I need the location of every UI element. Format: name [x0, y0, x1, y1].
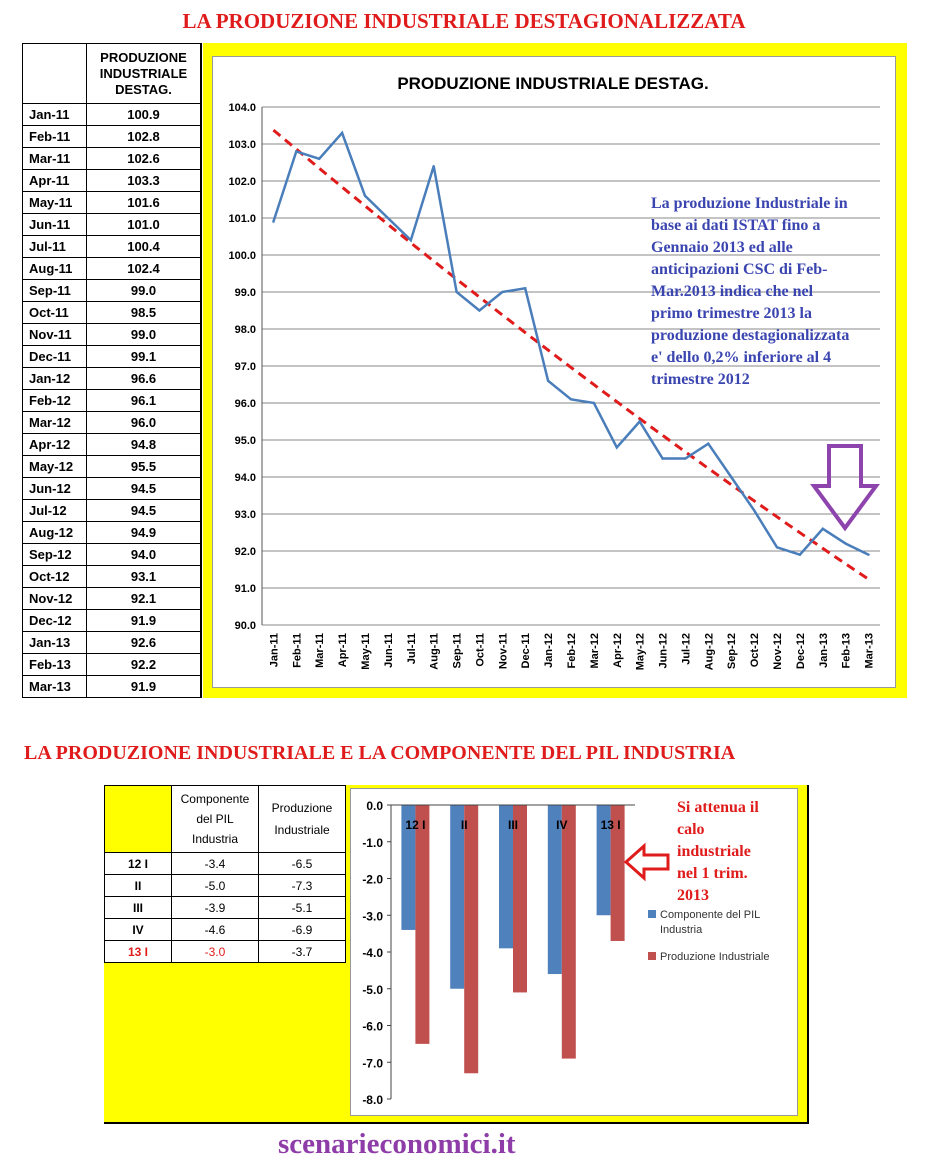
y-tick-label: 95.0: [234, 435, 256, 447]
y-tick-label: 99.0: [234, 287, 256, 299]
annotation-line: base ai dati ISTAT fino a: [651, 217, 821, 234]
table-header-line: DESTAG.: [115, 81, 172, 97]
annotation-line: anticipazioni CSC di Feb-: [651, 261, 828, 278]
value-cell: 102.4: [87, 258, 201, 280]
value-cell: 100.9: [87, 104, 201, 126]
header-line: Industria: [191, 832, 239, 846]
value-cell: 91.9: [87, 676, 201, 698]
value-cell: -5.1: [259, 897, 346, 919]
period-cell: III: [105, 897, 172, 919]
value-cell: 94.5: [87, 500, 201, 522]
page-title-bottom: LA PRODUZIONE INDUSTRIALE E LA COMPONENTE DEL PIL INDUSTRIA: [24, 742, 736, 764]
y-tick-label: -7.0: [362, 1056, 383, 1071]
value-cell: 99.1: [87, 346, 201, 368]
header-line: del PIL: [196, 812, 234, 826]
x-tick-label: Mar-12: [588, 633, 601, 669]
month-cell: Feb-13: [23, 654, 87, 676]
y-tick-label: 102.0: [228, 176, 256, 188]
value-cell: 93.1: [87, 566, 201, 588]
period-cell: 12 I: [105, 853, 172, 875]
x-tick-label: Mar-13: [863, 633, 876, 669]
footer-site-name: scenarieconomici.it: [278, 1128, 516, 1160]
value-cell: 99.0: [87, 324, 201, 346]
month-cell: Nov-11: [23, 324, 87, 346]
annotation-line: Mar.2013 indica che nel: [651, 283, 814, 300]
value-cell: 95.5: [87, 456, 201, 478]
month-cell: Oct-12: [23, 566, 87, 588]
month-cell: Jun-11: [23, 214, 87, 236]
x-tick-label: Dec-11: [520, 633, 533, 669]
value-cell: 92.2: [87, 654, 201, 676]
month-cell: Mar-12: [23, 412, 87, 434]
period-cell: 13 I: [105, 941, 172, 963]
month-cell: Oct-11: [23, 302, 87, 324]
x-tick-label: Oct-12: [749, 633, 762, 668]
value-cell: -3.4: [172, 853, 259, 875]
y-tick-label: 98.0: [234, 324, 256, 336]
month-cell: Dec-11: [23, 346, 87, 368]
month-cell: Jan-11: [23, 104, 87, 126]
annotation-line: industriale: [677, 843, 751, 860]
y-tick-label: 96.0: [234, 398, 256, 410]
x-tick-label: Jan-12: [543, 633, 556, 668]
y-tick-label: 101.0: [228, 213, 256, 225]
value-cell: 102.6: [87, 148, 201, 170]
value-cell: 102.8: [87, 126, 201, 148]
month-cell: Mar-11: [23, 148, 87, 170]
x-tick-label: Jul-11: [405, 633, 418, 665]
legend-label: Produzione Industriale: [660, 951, 770, 963]
x-tick-label: Jul-12: [680, 633, 693, 665]
legend-swatch: [648, 910, 656, 918]
y-tick-label: -1.0: [362, 835, 383, 850]
x-tick-label: 13 I: [600, 818, 621, 832]
x-tick-label: Aug-11: [428, 633, 441, 670]
y-tick-label: -4.0: [362, 946, 383, 960]
annotation-line: La produzione Industriale in: [651, 195, 848, 212]
value-cell: 94.0: [87, 544, 201, 566]
x-tick-label: Nov-11: [497, 633, 510, 670]
bar-production: [513, 805, 527, 992]
annotation-line: produzione destagionalizzata: [651, 327, 850, 344]
legend-label: Industria: [660, 924, 703, 936]
x-tick-label: 12 I: [405, 818, 426, 832]
header-line: Produzione: [271, 801, 333, 815]
month-cell: Nov-12: [23, 588, 87, 610]
value-cell: -4.6: [172, 919, 259, 941]
y-tick-label: 104.0: [228, 102, 256, 114]
x-tick-label: III: [507, 818, 519, 832]
value-cell: -7.3: [259, 875, 346, 897]
value-cell: 92.6: [87, 632, 201, 654]
bar-chart-annotation: [677, 797, 759, 907]
value-cell: 94.5: [87, 478, 201, 500]
x-tick-label: Jan-11: [268, 633, 281, 668]
y-tick-label: 100.0: [228, 250, 256, 262]
period-cell: IV: [105, 919, 172, 941]
y-tick-label: 91.0: [234, 583, 256, 595]
x-tick-label: Apr-12: [611, 633, 624, 668]
month-cell: Jul-11: [23, 236, 87, 258]
value-cell: -3.0: [172, 941, 259, 963]
bar-production: [562, 805, 576, 1059]
annotation-line: Gennaio 2013 ed alle: [651, 239, 793, 256]
y-tick-label: 92.0: [234, 546, 256, 558]
x-tick-label: Feb-13: [840, 633, 853, 669]
annotation-line: primo trimestre 2013 la: [651, 305, 812, 322]
value-cell: 94.9: [87, 522, 201, 544]
legend-swatch: [648, 952, 656, 960]
value-cell: -3.9: [172, 897, 259, 919]
x-tick-label: Oct-11: [474, 633, 487, 667]
month-cell: Feb-12: [23, 390, 87, 412]
x-tick-label: Aug-12: [703, 633, 716, 671]
legend-label: Componente del PIL: [660, 909, 761, 921]
month-cell: Sep-12: [23, 544, 87, 566]
annotation-line: trimestre 2012: [651, 371, 750, 388]
month-cell: Jun-12: [23, 478, 87, 500]
bar-pil: [450, 805, 464, 989]
x-tick-label: May-12: [634, 633, 647, 671]
y-tick-label: 94.0: [234, 472, 256, 484]
table-header-line: INDUSTRIALE: [99, 65, 188, 81]
x-tick-label: Feb-12: [566, 633, 578, 669]
month-cell: Jul-12: [23, 500, 87, 522]
x-tick-label: Dec-12: [794, 633, 807, 670]
value-cell: 101.6: [87, 192, 201, 214]
y-tick-label: -8.0: [362, 1093, 383, 1107]
value-cell: 91.9: [87, 610, 201, 632]
bar-production: [415, 805, 429, 1044]
y-tick-label: 93.0: [234, 509, 256, 521]
y-tick-label: -6.0: [362, 1019, 383, 1034]
y-tick-label: 97.0: [234, 361, 256, 373]
x-tick-label: Jan-13: [817, 633, 830, 668]
value-cell: -5.0: [172, 875, 259, 897]
value-cell: 94.8: [87, 434, 201, 456]
header-line: Componente: [180, 792, 250, 806]
y-tick-label: 0.0: [366, 799, 383, 813]
line-chart-title: PRODUZIONE INDUSTRIALE DESTAG.: [397, 74, 709, 93]
value-cell: 99.0: [87, 280, 201, 302]
x-tick-label: IV: [556, 818, 568, 832]
annotation-line: 2013: [677, 887, 709, 904]
value-cell: 98.5: [87, 302, 201, 324]
annotation-line: calo: [677, 821, 705, 838]
x-tick-label: Sep-11: [451, 633, 464, 669]
value-cell: 103.3: [87, 170, 201, 192]
x-tick-label: II: [460, 818, 468, 832]
x-tick-label: Jun-11: [382, 633, 395, 668]
x-tick-label: Mar-11: [314, 633, 327, 668]
month-cell: Mar-13: [23, 676, 87, 698]
value-cell: 96.6: [87, 368, 201, 390]
month-cell: May-12: [23, 456, 87, 478]
annotation-line: e' dello 0,2% inferiore al 4: [651, 349, 832, 366]
month-cell: Dec-12: [23, 610, 87, 632]
month-cell: Feb-11: [23, 126, 87, 148]
table-header-line: PRODUZIONE: [100, 49, 187, 65]
value-cell: -6.5: [259, 853, 346, 875]
y-tick-label: -5.0: [362, 982, 383, 997]
x-tick-label: Feb-11: [291, 633, 304, 668]
page-title-top: LA PRODUZIONE INDUSTRIALE DESTAGIONALIZZATA: [182, 9, 746, 33]
period-cell: II: [105, 875, 172, 897]
left-arrow-icon: [626, 846, 668, 878]
annotation-line: nel 1 trim.: [677, 865, 748, 882]
month-cell: Sep-11: [23, 280, 87, 302]
month-cell: Aug-11: [23, 258, 87, 280]
y-tick-label: -3.0: [362, 909, 383, 924]
x-tick-label: Sep-12: [726, 633, 739, 670]
value-cell: 96.1: [87, 390, 201, 412]
y-tick-label: 103.0: [228, 139, 256, 151]
y-tick-label: 90.0: [234, 620, 256, 632]
month-cell: Jan-13: [23, 632, 87, 654]
x-tick-label: Jun-12: [657, 633, 670, 669]
value-cell: 100.4: [87, 236, 201, 258]
month-cell: May-11: [23, 192, 87, 214]
annotation-line: Si attenua il: [677, 799, 759, 816]
month-cell: Jan-12: [23, 368, 87, 390]
bar-production: [464, 805, 478, 1073]
month-cell: Aug-12: [23, 522, 87, 544]
month-cell: Apr-11: [23, 170, 87, 192]
header-line: Industriale: [274, 823, 330, 837]
x-tick-label: Nov-12: [772, 633, 784, 670]
value-cell: 96.0: [87, 412, 201, 434]
y-tick-label: -2.0: [362, 872, 383, 887]
month-cell: Apr-12: [23, 434, 87, 456]
x-tick-label: Apr-11: [337, 633, 350, 668]
value-cell: -6.9: [259, 919, 346, 941]
value-cell: 92.1: [87, 588, 201, 610]
value-cell: 101.0: [87, 214, 201, 236]
x-tick-label: May-11: [360, 633, 372, 670]
value-cell: -3.7: [259, 941, 346, 963]
